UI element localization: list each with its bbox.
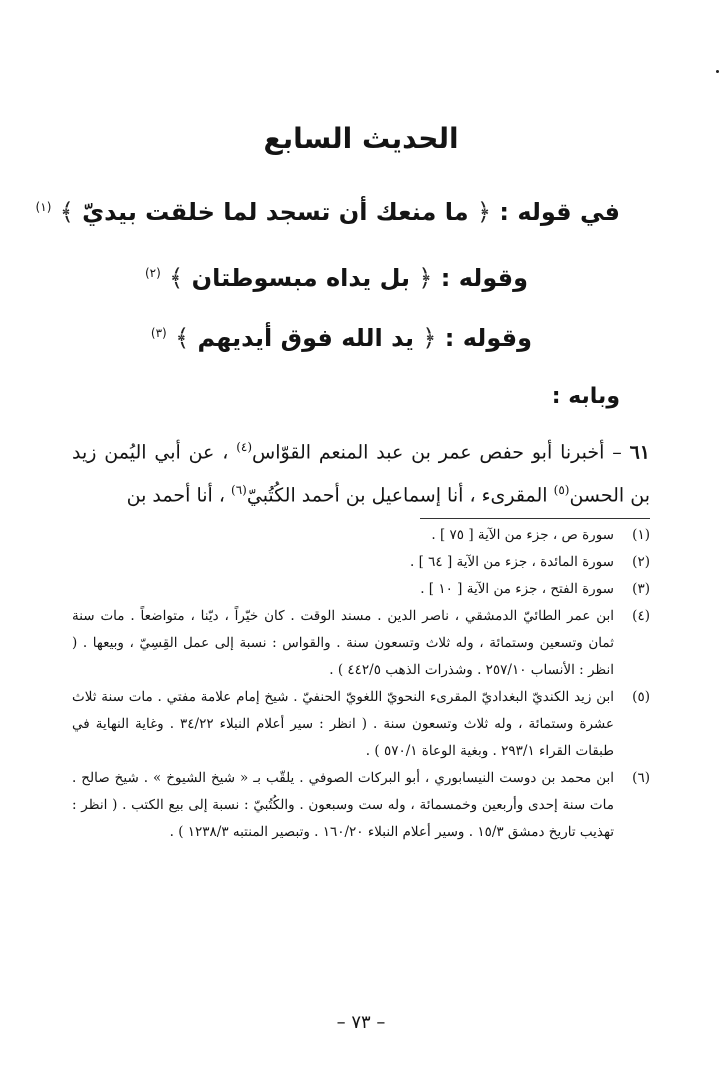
verse-text: ما منعك أن تسجد لما خلقت بيديّ <box>82 198 469 226</box>
verse-prefix: في قوله : <box>499 198 620 226</box>
footnote-text: سورة ص ، جزء من الآية [ ٧٥ ] . <box>431 527 614 543</box>
footnote-item <box>72 765 650 846</box>
hadith-text: المقرىء ، أنا إسماعيل بن أحمد الكُتُبيّ <box>246 484 548 507</box>
footnote-ref: (٥) <box>553 483 570 498</box>
footnote-number: (٤) <box>632 608 650 624</box>
scan-speck <box>716 70 719 73</box>
section-label: وبابه : <box>551 384 620 409</box>
footnote-item <box>72 684 650 765</box>
footnote-separator <box>420 518 650 519</box>
hadith-text: – أخبرنا أبو حفص عمر بن عبد المنعم القوّاس <box>252 441 622 464</box>
footnote-number: (٦) <box>632 770 650 786</box>
hadith-number: ٦١ <box>629 441 650 464</box>
footnote-number: (٣) <box>632 581 650 597</box>
verse-prefix: وقوله : <box>440 264 528 292</box>
verse-text: يد الله فوق أيديهم <box>197 324 415 352</box>
verse-heading-2 <box>145 264 528 292</box>
footnote-text: ابن عمر الطائيّ الدمشقي ، ناصر الدين . مسند الوقت . كان خيّراً ، ديّنا ، متواضعاً . مات سنة ثمان وتسعين وستمائة ، وله ثلاث وتسعون سنة . والقواس : نسبة إلى عمل القِسِيّ ، وبيعها . ( انظر : الأنساب ٢٥٧/١٠ . وشذرات الذهب ٤٤٢/٥ ) . <box>72 608 614 678</box>
footnote-text: سورة المائدة ، جزء من الآية [ ٦٤ ] . <box>410 554 614 570</box>
hadith-text: ، أنا أحمد بن <box>126 484 225 507</box>
footnote-ref: (٦) <box>231 483 247 498</box>
footnote-ref: (٢) <box>144 266 161 280</box>
verse-prefix: وقوله : <box>444 324 532 352</box>
footnote-ref: (٤) <box>236 440 253 454</box>
footnote-text: ابن محمد بن دوست النيسابوري ، أبو البركات الصوفي . يلقّب بـ « شيخ الشيوخ » . شيخ صالح . مات سنة إحدى وأربعين وخمسمائة ، وله ست وسبعون . والكُتُبيّ : نسبة إلى بيع الكتب . ( انظر : تهذيب تاريخ دمشق ١٥/٣ . وسير أعلام النبلاء ١٦٠/٢٠ . وتبصير المنتبه ١٢٣٨/٣ ) . <box>72 770 614 840</box>
footnote-ref: (١) <box>35 200 52 214</box>
ornate-bracket-open: ﴿ <box>418 264 433 292</box>
footnote-text: سورة الفتح ، جزء من الآية [ ١٠ ] . <box>420 581 614 597</box>
verse-heading-1 <box>36 198 620 226</box>
footnote-item <box>72 549 650 576</box>
hadith-text: ، عن أبي اليُمن زيد بن الحسن <box>72 441 650 507</box>
ornate-bracket-close: ﴾ <box>59 198 74 226</box>
footnotes <box>72 522 650 846</box>
ornate-bracket-close: ﴾ <box>169 264 184 292</box>
ornate-bracket-close: ﴾ <box>175 324 190 352</box>
verse-heading-3 <box>151 324 532 352</box>
ornate-bracket-open: ﴿ <box>476 198 491 226</box>
footnote-item <box>72 522 650 549</box>
ornate-bracket-open: ﴿ <box>422 324 437 352</box>
page-number: – ٧٣ – <box>336 1012 386 1033</box>
footnote-text: ابن زيد الكنديّ البغداديّ المقرىء النحويّ اللغويّ الحنفيّ . شيخ إمام علامة مفتي . مات سنة ثلاث عشرة وستمائة ، وله ثلاث وتسعون سنة . ( انظر : سير أعلام النبلاء ٣٤/٢٢ . وغاية النهاية في طبقات القراء ٢٩٣/١ . وبغية الوعاة ٥٧٠/١ ) . <box>72 689 614 759</box>
footnote-ref: (٣) <box>150 326 167 340</box>
footnote-number: (٥) <box>632 689 650 705</box>
verse-text: بل يداه مبسوطتان <box>191 264 411 292</box>
footnote-item <box>72 576 650 603</box>
footnote-number: (٢) <box>632 554 650 570</box>
chapter-title: الحديث السابع <box>263 122 459 155</box>
hadith-paragraph <box>72 428 650 515</box>
footnote-item <box>72 603 650 684</box>
footnote-number: (١) <box>632 527 650 543</box>
